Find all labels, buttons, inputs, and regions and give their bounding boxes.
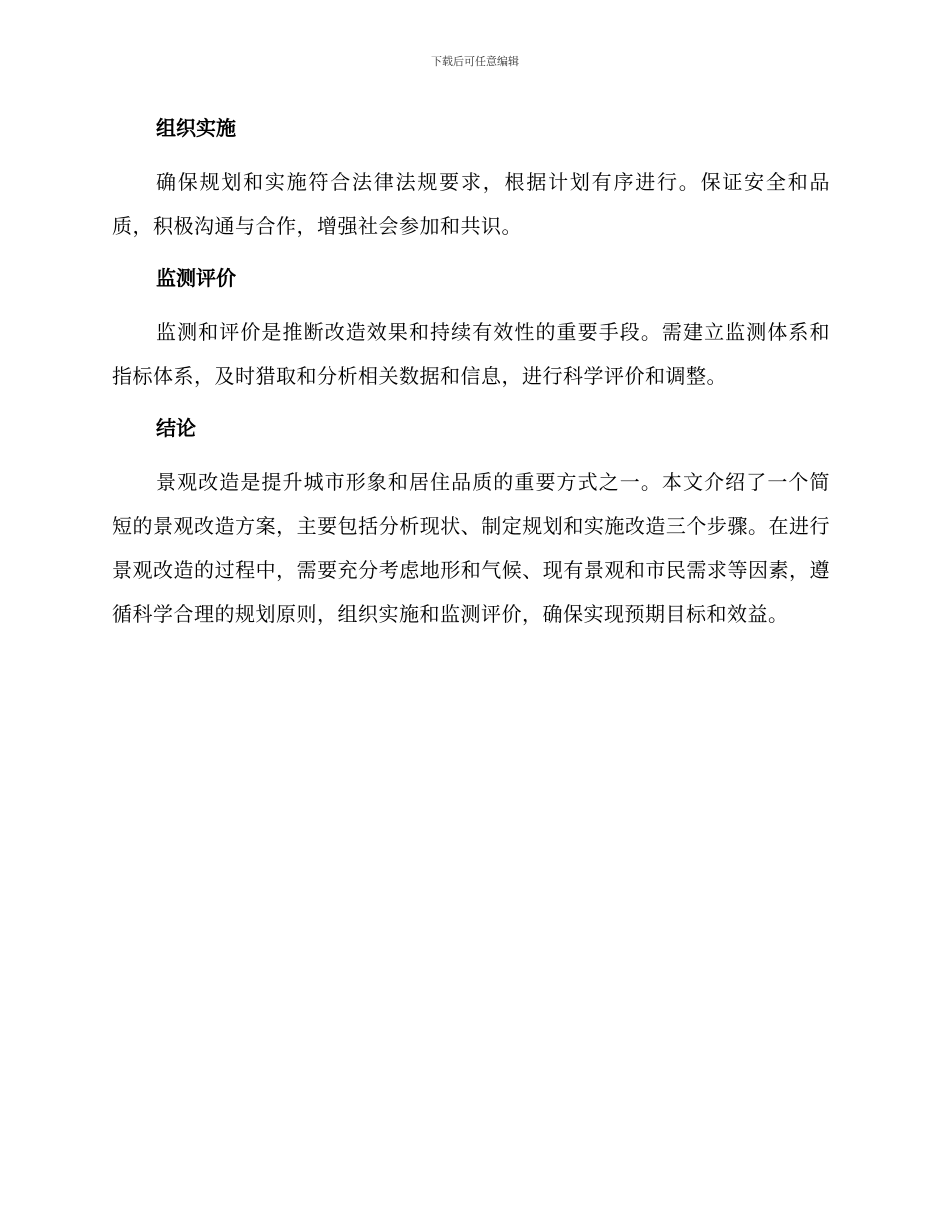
section-paragraph: 景观改造是提升城市形象和居住品质的重要方式之一。本文介绍了一个简短的景观改造方案，主要包括分析现状、制定规划和实施改造三个步骤。在进行景观改造的过程中，需要充分考虑地形和气候、现有景观和市民需求等因素，遵循科学合理的规划原则，组织实施和监测评价，确保实现预期目标和效益。 [112, 470, 830, 626]
section-conclusion [112, 410, 830, 636]
section-heading: 结论 [156, 416, 196, 440]
section-paragraph: 确保规划和实施符合法律法规要求，根据计划有序进行。保证安全和品质，积极沟通与合作，增强社会参加和共识。 [112, 170, 830, 238]
section-monitoring [112, 260, 830, 398]
section-heading: 组织实施 [156, 116, 236, 140]
page-header: 下载后可任意编辑 [431, 55, 519, 68]
section-paragraph: 监测和评价是推断改造效果和持续有效性的重要手段。需建立监测体系和指标体系，及时猎取和分析相关数据和信息，进行科学评价和调整。 [112, 320, 830, 388]
section-implementation [112, 110, 830, 248]
section-heading: 监测评价 [156, 266, 236, 290]
document-content [112, 110, 830, 636]
